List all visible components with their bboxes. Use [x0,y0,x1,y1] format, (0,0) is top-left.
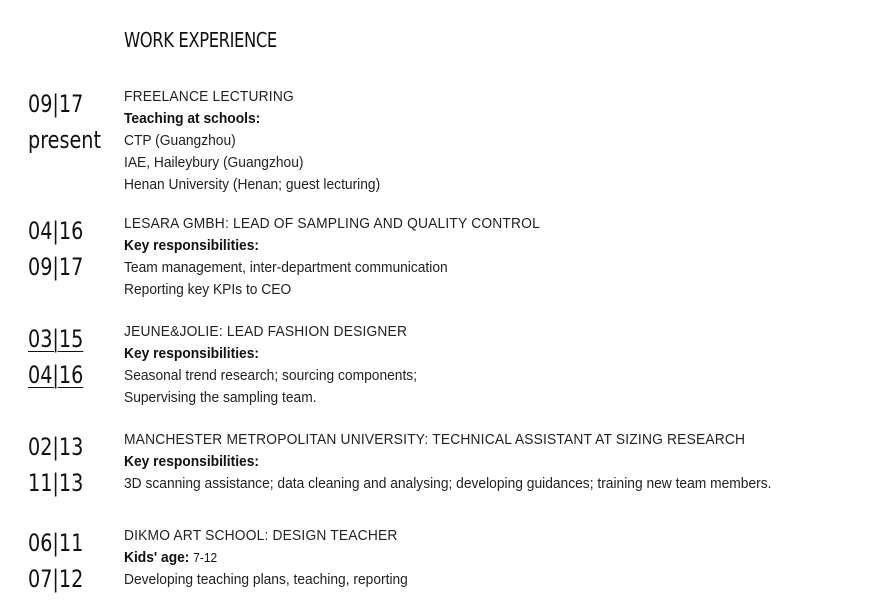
entry-body [124,525,433,591]
entry-body [124,86,402,196]
entry-start-date: 09|17 [28,90,84,118]
entry-start-date: 02|13 [28,433,84,461]
entry-line: Developing teaching plans, teaching, reporting [124,571,408,588]
responsibilities-label: Key responsibilities: [124,237,259,254]
entry-line: IAE, Haileybury (Guangzhou) [124,154,304,171]
entry-body [124,321,443,409]
entry-end-date: 04|16 [28,361,84,389]
entry-dates [28,213,83,285]
entry-line: 3D scanning assistance; data cleaning and analysing; developing guidances; training new team members. [124,475,772,492]
entry-body [124,429,828,495]
responsibilities-label: Key responsibilities: [124,453,259,470]
kids-age-value: 7-12 [193,550,218,565]
entry-dates [28,525,83,597]
entry-body [124,213,576,301]
kids-age-label-text: Kids' age: [124,549,190,566]
entry-dates [28,86,101,158]
entry-end-date: 07|12 [28,565,84,593]
entry-dates [28,429,83,501]
job-title: DIKMO ART SCHOOL: DESIGN TEACHER [124,527,398,544]
entry-end-date: 09|17 [28,253,84,281]
entry-line: Henan University (Henan; guest lecturing) [124,176,381,193]
job-title: FREELANCE LECTURING [124,88,294,105]
entry-line: CTP (Guangzhou) [124,132,236,149]
responsibilities-label: Teaching at schools: [124,110,261,127]
job-title: JEUNE&JOLIE: LEAD FASHION DESIGNER [124,323,408,340]
kids-age-label [124,547,408,569]
entry-start-date: 04|16 [28,217,84,245]
entry-end-date: present [28,126,101,154]
entry-line: Reporting key KPIs to CEO [124,281,292,298]
section-title: WORK EXPERIENCE [124,28,277,52]
entry-start-date: 06|11 [28,529,84,557]
responsibilities-label: Key responsibilities: [124,345,259,362]
job-title: LESARA GMBH: LEAD OF SAMPLING AND QUALITY CONTROL [124,215,540,232]
entry-line: Seasonal trend research; sourcing components; [124,367,418,384]
entry-dates [28,321,83,393]
entry-line: Supervising the sampling team. [124,389,317,406]
entry-end-date: 11|13 [28,469,84,497]
job-title: MANCHESTER METROPOLITAN UNIVERSITY: TECHNICAL ASSISTANT AT SIZING RESEARCH [124,431,746,448]
entry-start-date: 03|15 [28,325,84,353]
entry-line: Team management, inter-department communication [124,259,448,276]
